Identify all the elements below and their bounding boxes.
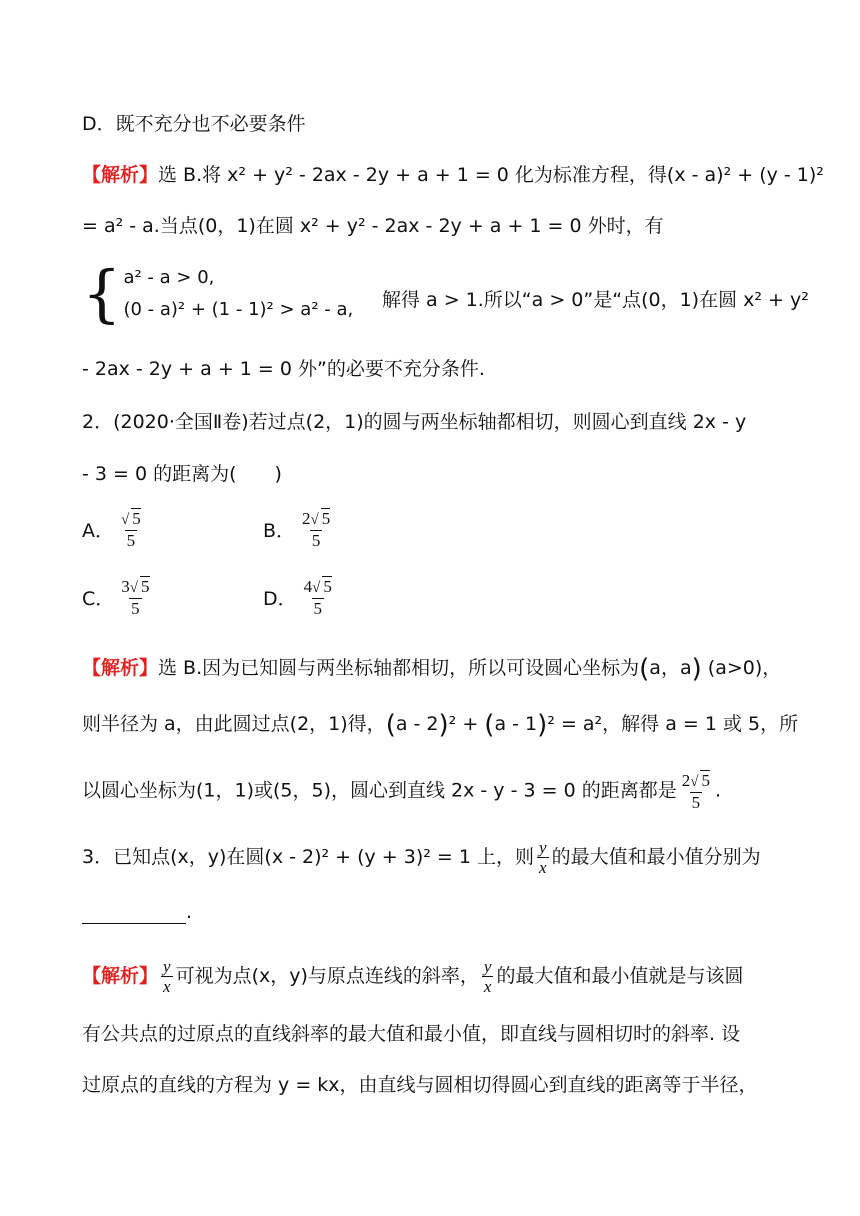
y-over-x-fraction: $\frac{y}{x}$: [539, 838, 547, 877]
q3-analysis-line3: 过原点的直线的方程为 y = kx，由直线与圆相切得圆心到直线的距离等于半径，: [82, 1074, 758, 1096]
option-fraction: $\frac{4√ 5}{5}$: [303, 577, 332, 618]
q2-analysis-line2: 则半径为 a，由此圆过点(2，1)得，(a - 2)² + (a - 1)² = a²，解得 a = 1 或 5，所: [82, 710, 799, 740]
inequality-system: [82, 257, 354, 330]
analysis-tag: 【解析】: [82, 164, 159, 186]
option-d-prev: D．既不充分也不必要条件: [82, 113, 306, 135]
q1-analysis-line3: 解得 a > 1.所以“a > 0”是“点(0，1)在圆 x² + y²: [382, 289, 809, 311]
center-coord: a，a: [649, 657, 692, 679]
left-brace: {: [82, 257, 122, 330]
q2-option-d: [263, 576, 337, 618]
y-over-x-fraction: $\frac{y}{x}$: [483, 957, 492, 996]
q3-analysis-line1: 【解析】 $\frac{y}{x}$ 可视为点(x，y)与原点连线的斜率， $\frac{y}{x}$ 的最大值和最小值就是与该圆: [82, 957, 744, 996]
q1-analysis-line1: [82, 163, 824, 187]
q2-option-c: [82, 576, 155, 618]
option-fraction: $\frac{2√ 5}{5}$: [302, 509, 331, 550]
q1-analysis-line2: = a² - a.当点(0，1)在圆 x² + y² - 2ax - 2y + a + 1 = 0 外时，有: [82, 215, 664, 237]
q3-stem-line1: 3．已知点(x，y)在圆(x - 2)² + (y + 3)² = 1 上，则 $\frac{y}{x}$ 的最大值和最小值分别为: [82, 838, 761, 877]
q2-stem-line1: 2．(2020·全国Ⅱ卷)若过点(2，1)的圆与两坐标轴都相切，则圆心到直线 2x - y: [82, 411, 747, 433]
option-fraction: $\frac{√ 5}{5}$: [121, 509, 141, 550]
option-label: C．: [82, 587, 115, 610]
option-label: B．: [263, 519, 296, 542]
q3-answer-blank-line: .: [82, 900, 192, 924]
option-fraction: $\frac{3√ 5}{5}$: [121, 577, 150, 618]
q2-option-a: [82, 508, 146, 550]
q2-stem-line2: - 3 = 0 的距离为( ): [82, 463, 282, 485]
analysis-tag: 【解析】: [82, 965, 159, 987]
q2-analysis-line1: 【解析】选 B.因为已知圆与两坐标轴都相切，所以可设圆心坐标为(a，a) (a>0)，: [82, 654, 782, 684]
q1-analysis-line4: - 2ax - 2y + a + 1 = 0 外”的必要不充分条件.: [82, 358, 485, 380]
q1-text-1: 选 B.将 x² + y² - 2ax - 2y + a + 1 = 0 化为标准方程，得(x - a)² + (y - 1)²: [158, 164, 824, 186]
option-label: D．: [263, 587, 297, 610]
option-label: A．: [82, 519, 114, 542]
y-over-x-fraction: $\frac{y}{x}$: [163, 957, 171, 996]
distance-fraction: $\frac{2√ 5}{5}$: [681, 771, 710, 812]
system-row-2: (0 - a)² + (1 - 1)² > a² - a,: [123, 299, 354, 320]
q3-analysis-line2: 有公共点的过原点的直线斜率的最大值和最小值，即直线与圆相切时的斜率. 设: [82, 1023, 741, 1045]
q2-analysis-line3: 以圆心坐标为(1，1)或(5，5)，圆心到直线 2x - y - 3 = 0 的距离都是 $\frac{2√ 5}{5}$ .: [82, 771, 721, 812]
analysis-tag: 【解析】: [82, 657, 159, 679]
q2-option-b: [263, 508, 335, 550]
answer-blank[interactable]: [82, 905, 186, 924]
system-row-1: a² - a > 0,: [123, 267, 215, 288]
